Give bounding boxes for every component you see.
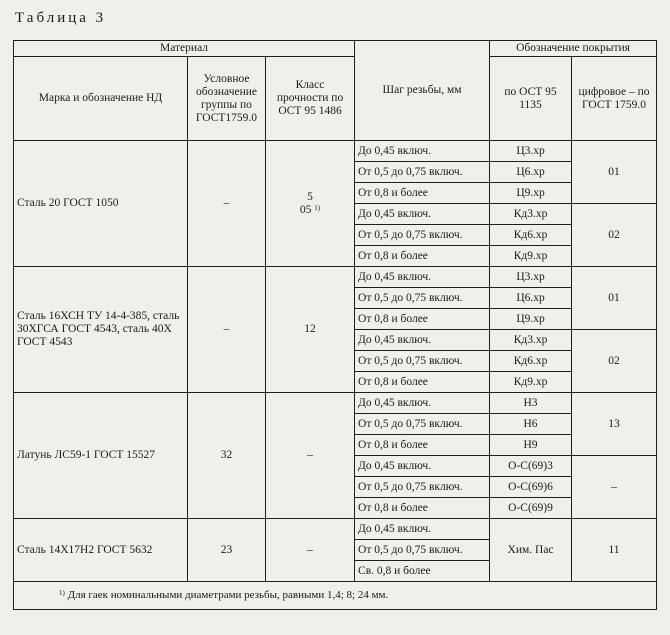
strength-value-2: [269, 204, 351, 217]
footnote-text: Для гаек номинальными диаметрами резьбы, равными 1,4; 8; 24 мм.: [67, 589, 389, 601]
pitch-cell: До 0,45 включ.: [355, 141, 490, 162]
ost-cell: Ц9.хр: [490, 183, 572, 204]
pitch-cell: Св. 0,8 и более: [355, 561, 490, 582]
pitch-cell: От 0,5 до 0,75 включ.: [355, 477, 490, 498]
pitch-cell: От 0,5 до 0,75 включ.: [355, 351, 490, 372]
digital-cell: 01: [572, 141, 657, 204]
ost-cell: О-С(69)3: [490, 456, 572, 477]
pitch-cell: До 0,45 включ.: [355, 519, 490, 540]
ost-cell: Кд9.хр: [490, 372, 572, 393]
strength-cell: [266, 141, 355, 267]
ost-cell: Н9: [490, 435, 572, 456]
ost-cell: О-С(69)9: [490, 498, 572, 519]
table-row: [14, 519, 657, 540]
ost-cell: Ц9.хр: [490, 309, 572, 330]
header-material: Материал: [14, 41, 355, 57]
ost-cell: Ц6.хр: [490, 288, 572, 309]
strength-cell: –: [266, 519, 355, 582]
ost-cell: Кд6.хр: [490, 225, 572, 246]
pitch-cell: До 0,45 включ.: [355, 267, 490, 288]
header-row-2: [14, 57, 657, 141]
ost-cell: Кд9.хр: [490, 246, 572, 267]
ost-cell: Хим. Пас: [490, 519, 572, 582]
pitch-cell: От 0,8 и более: [355, 309, 490, 330]
group-cell: –: [188, 141, 266, 267]
pitch-cell: От 0,8 и более: [355, 246, 490, 267]
pitch-cell: До 0,45 включ.: [355, 330, 490, 351]
group-cell: –: [188, 267, 266, 393]
ost-cell: О-С(69)6: [490, 477, 572, 498]
pitch-cell: От 0,8 и более: [355, 372, 490, 393]
header-coating: Обозначение покрытия: [490, 41, 657, 57]
material-cell: Сталь 16ХСН ТУ 14-4-385, сталь 30ХГСА ГОСТ 4543, сталь 40Х ГОСТ 4543: [14, 267, 188, 393]
table-row: [14, 267, 657, 288]
group-cell: 23: [188, 519, 266, 582]
pitch-cell: От 0,5 до 0,75 включ.: [355, 288, 490, 309]
ost-cell: Кд3.хр: [490, 330, 572, 351]
pitch-cell: До 0,45 включ.: [355, 204, 490, 225]
table-row: [14, 141, 657, 162]
pitch-cell: От 0,5 до 0,75 включ.: [355, 540, 490, 561]
material-cell: Сталь 14Х17Н2 ГОСТ 5632: [14, 519, 188, 582]
ost-cell: Ц6.хр: [490, 162, 572, 183]
header-group: Условное обозначение группы по ГОСТ1759.0: [188, 57, 266, 141]
coating-table: [13, 40, 657, 610]
pitch-cell: От 0,8 и более: [355, 183, 490, 204]
footnote-ref: 1): [314, 203, 321, 212]
ost-cell: Кд3.хр: [490, 204, 572, 225]
group-cell: 32: [188, 393, 266, 519]
digital-cell: 02: [572, 204, 657, 267]
header-brand: Марка и обозначение НД: [14, 57, 188, 141]
strength-value-2-text: 05: [299, 203, 312, 216]
strength-value: 5: [307, 190, 313, 203]
pitch-cell: От 0,5 до 0,75 включ.: [355, 225, 490, 246]
pitch-cell: От 0,8 и более: [355, 435, 490, 456]
header-pitch: Шаг резьбы, мм: [355, 41, 490, 141]
material-cell: Латунь ЛС59-1 ГОСТ 15527: [14, 393, 188, 519]
header-strength: Класс прочности по ОСТ 95 1486: [266, 57, 355, 141]
material-cell: Сталь 20 ГОСТ 1050: [14, 141, 188, 267]
digital-cell: 11: [572, 519, 657, 582]
header-row-1: [14, 41, 657, 57]
pitch-cell: От 0,5 до 0,75 включ.: [355, 162, 490, 183]
strength-cell: 12: [266, 267, 355, 393]
footnote-mark: 1): [59, 589, 65, 597]
ost-cell: Ц3.хр: [490, 267, 572, 288]
digital-cell: 01: [572, 267, 657, 330]
header-ost: по ОСТ 95 1135: [490, 57, 572, 141]
ost-cell: Ц3.хр: [490, 141, 572, 162]
strength-cell: –: [266, 393, 355, 519]
footnote-row: [14, 582, 657, 610]
digital-cell: 02: [572, 330, 657, 393]
footnote: [14, 582, 657, 610]
digital-cell: –: [572, 456, 657, 519]
ost-cell: Н3: [490, 393, 572, 414]
pitch-cell: До 0,45 включ.: [355, 456, 490, 477]
pitch-cell: До 0,45 включ.: [355, 393, 490, 414]
pitch-cell: От 0,8 и более: [355, 498, 490, 519]
ost-cell: Н6: [490, 414, 572, 435]
ost-cell: Кд6.хр: [490, 351, 572, 372]
table-row: [14, 393, 657, 414]
header-digital: цифровое – по ГОСТ 1759.0: [572, 57, 657, 141]
digital-cell: 13: [572, 393, 657, 456]
pitch-cell: От 0,5 до 0,75 включ.: [355, 414, 490, 435]
table-title: Таблица 3: [15, 10, 107, 26]
